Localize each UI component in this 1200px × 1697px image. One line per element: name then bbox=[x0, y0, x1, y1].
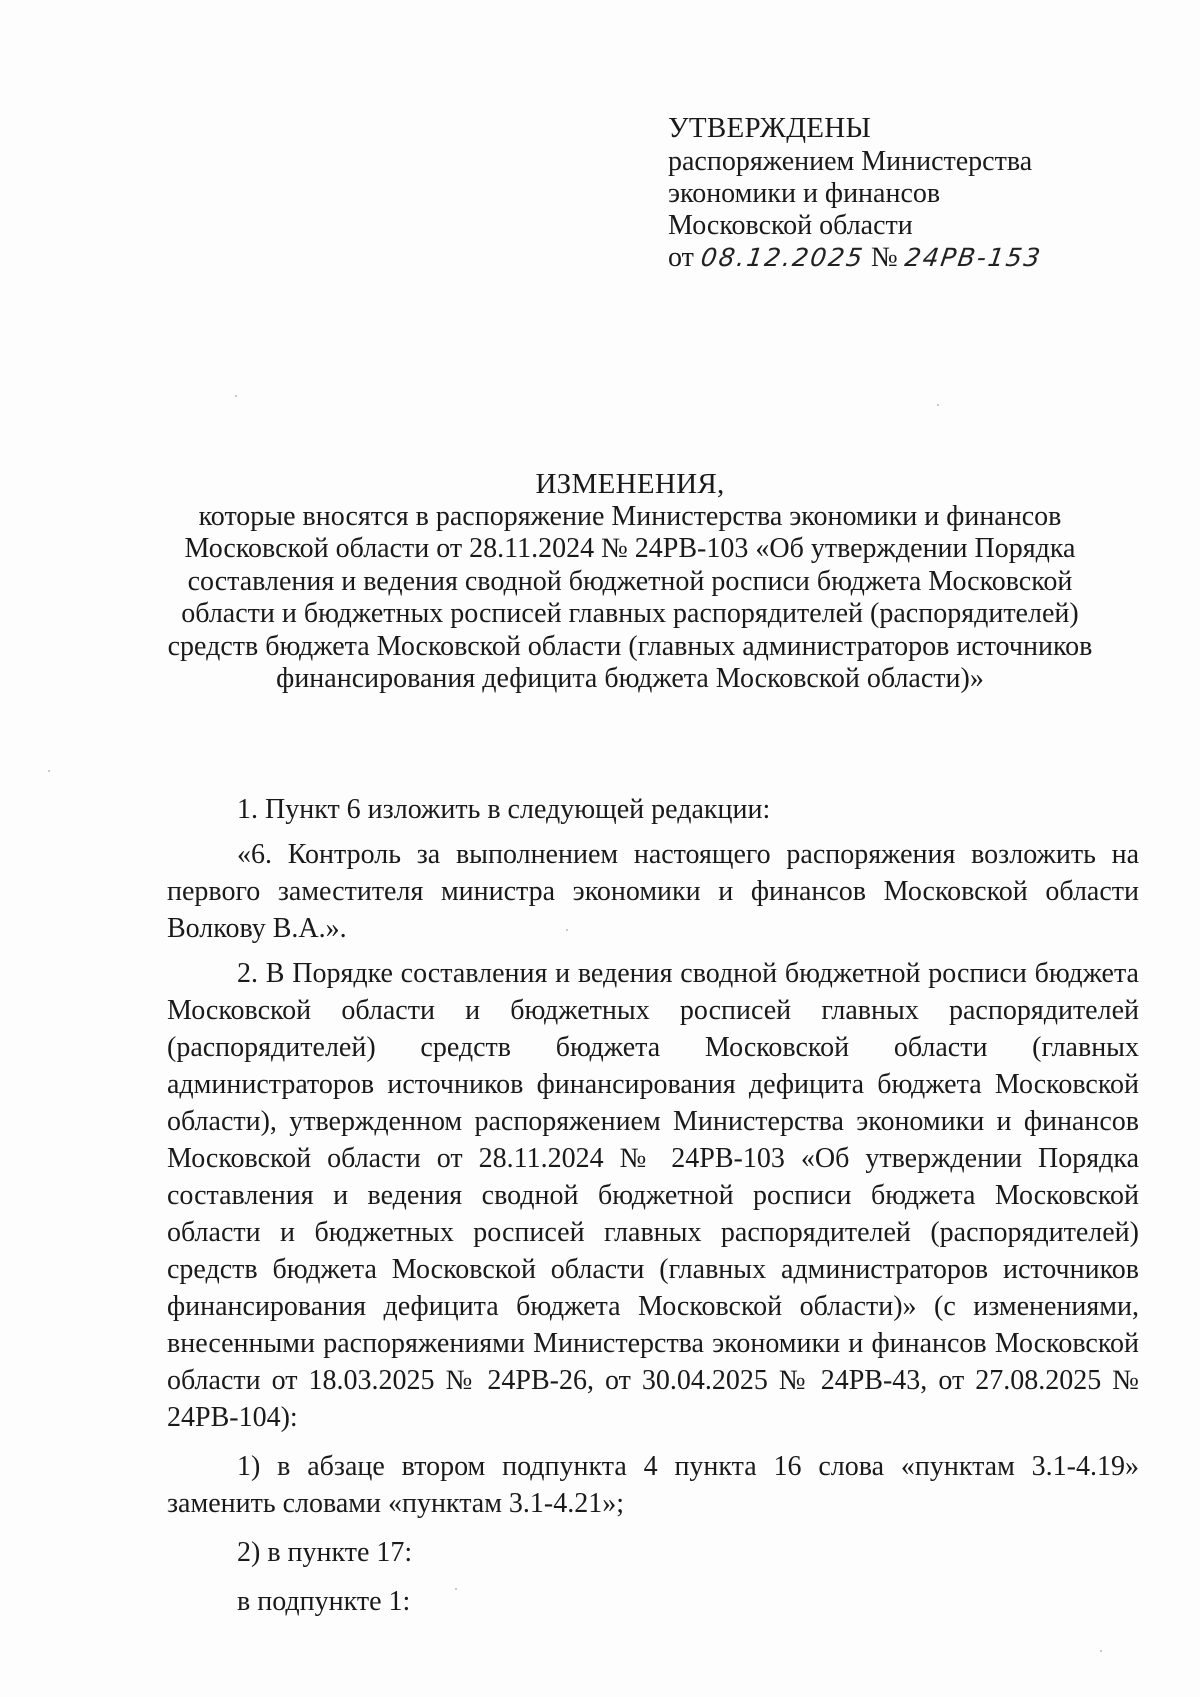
heading-line: составления и ведения сводной бюджетной росписи бюджета Московской bbox=[187, 565, 1073, 597]
paragraph-subitem-2: 2) в пункте 17: bbox=[237, 1537, 413, 1568]
handwritten-number: 24РВ-153 bbox=[902, 243, 1044, 272]
paragraph-item-2: 2. В Порядке составления и ведения сводной бюджетной росписи бюджета Московской области и бюджетных росписей главных распорядителей (распорядителей) средств бюджета Московской области (главных администраторов источников финансирования дефицита бюджета Московской области), утвержденном распоряжением Министерства экономики и финансов Московской области от 28.11.2024 № 24РВ-103 «Об утверждении Порядка составления и ведения сводной бюджетной росписи бюджета Московской области и бюджетных росписей главных распорядителей (распорядителей) средств бюджета Московской области (главных администраторов источников финансирования дефицита бюджета Московской области)» (с изменениями, внесенными распоряжениями Министерства экономики и финансов Московской области от 18.03.2025 № 24РВ-26, от 30.04.2025 № 24РВ-43, от 27.08.2025 № 24РВ-104): bbox=[167, 958, 1139, 1433]
date-prefix: от bbox=[668, 242, 694, 273]
scan-speck bbox=[937, 404, 939, 406]
heading-line: Московской области от 28.11.2024 № 24РВ-103 «Об утверждении Порядка bbox=[184, 533, 1076, 564]
scan-speck bbox=[455, 1588, 457, 1590]
approval-line-1: распоряжением Министерства bbox=[668, 146, 1033, 177]
document-heading bbox=[150, 468, 1110, 696]
paragraph-item-1: 1. Пункт 6 изложить в следующей редакции: bbox=[237, 794, 771, 825]
handwritten-date: 08.12.2025 bbox=[698, 243, 867, 272]
approval-line-2: экономики и финансов bbox=[668, 178, 941, 209]
heading-line: которые вносятся в распоряжение Министерства экономики и финансов bbox=[198, 500, 1062, 532]
scan-speck bbox=[48, 770, 50, 772]
approval-title: УТВЕРЖДЕНЫ bbox=[668, 112, 872, 144]
heading-line: финансирования дефицита бюджета Московской области)» bbox=[276, 663, 984, 694]
approval-line-3: Московской области bbox=[668, 210, 913, 241]
paragraph-subitem-1: 1) в абзаце втором подпункта 4 пункта 16 слова «пунктам 3.1-4.19» заменить словами «пунктам 3.1-4.21»; bbox=[167, 1451, 1139, 1519]
heading-title: ИЗМЕНЕНИЯ, bbox=[535, 468, 725, 500]
scan-speck bbox=[235, 395, 237, 397]
approval-block bbox=[668, 112, 1148, 274]
scan-speck bbox=[566, 929, 568, 931]
paragraph-item-6-text: «6. Контроль за выполнением настоящего распоряжения возложить на первого заместителя министра экономики и финансов Московской области Волкову В.А.». bbox=[167, 839, 1139, 944]
heading-line: области и бюджетных росписей главных распорядителей (распорядителей) bbox=[181, 598, 1079, 629]
approval-date-line bbox=[668, 242, 1148, 274]
heading-line: средств бюджета Московской области (главных администраторов источников bbox=[167, 630, 1093, 662]
document-body bbox=[167, 791, 1139, 1620]
number-prefix: № bbox=[871, 242, 898, 273]
scan-speck bbox=[1100, 1650, 1102, 1652]
paragraph-subitem-2-1: в подпункте 1: bbox=[237, 1586, 411, 1617]
